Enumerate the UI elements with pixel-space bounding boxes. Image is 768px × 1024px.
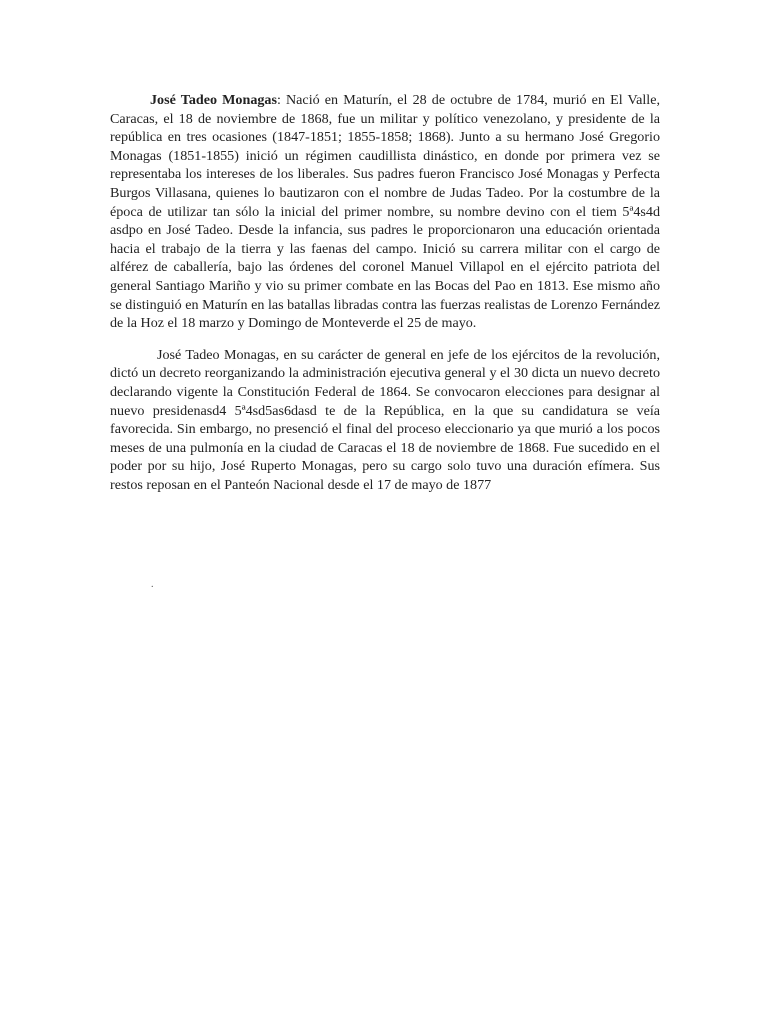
paragraph-1-text: : Nació en Maturín, el 28 de octubre de 1784, murió en El Valle, Caracas, el 18 de noviembre de 1868, fue un militar y político venezolano, y presidente de la república en tres ocasiones (1847-1851; 1855-1858; 1868). Junto a su hermano José Gregorio Monagas (1851-1855) inició un régimen caudillista dinástico, en donde por primera vez se representaba los intereses de los liberales. Sus padres fueron Francisco José Monagas y Perfecta Burgos Villasana, quienes lo bautizaron con el nombre de Judas Tadeo. Por la costumbre de la época de utilizar tan sólo la inicial del primer nombre, su nombre devino con el tiem 5ª4s4d asdpo en José Tadeo. Desde la infancia, sus padres le proporcionaron una educación orientada hacia el trabajo de la tierra y las faenas del campo. Inició su carrera militar con el cargo de alférez de caballería, bajo las órdenes del coronel Manuel Villapol en el ejército patriota del general Santiago Mariño y vio su primer combate en las Bocas del Pao en 1813. Ese mismo año se distinguió en Maturín en las batallas libradas contra las fuerzas realistas de Lorenzo Fernández de la Hoz el 18 marzo y Domingo de Monteverde el 25 de mayo. <box>110 92 660 332</box>
paragraph-1 <box>110 91 660 333</box>
stray-mark: . <box>151 579 154 590</box>
paragraph-2-text: José Tadeo Monagas, en su carácter de general en jefe de los ejércitos de la revolución, dictó un decreto reorganizando la administración ejecutiva general y el 30 dicta un nuevo decreto declarando vigente la Constitución Federal de 1864. Se convocaron elecciones para designar al nuevo presidenasd4 5ª4sd5as6dasd te de la República, en la que su candidatura se veía favorecida. Sin embargo, no presenció el final del proceso eleccionario ya que murió a los pocos meses de una pulmonía en la ciudad de Caracas el 18 de noviembre de 1868. Fue sucedido en el poder por su hijo, José Ruperto Monagas, pero su cargo solo tuvo una duración efímera. Sus restos reposan en el Panteón Nacional desde el 17 de mayo de 1877 <box>110 346 660 493</box>
paragraph-1-lead: José Tadeo Monagas <box>150 92 277 108</box>
paragraph-2 <box>110 346 660 495</box>
document-page <box>110 91 660 494</box>
